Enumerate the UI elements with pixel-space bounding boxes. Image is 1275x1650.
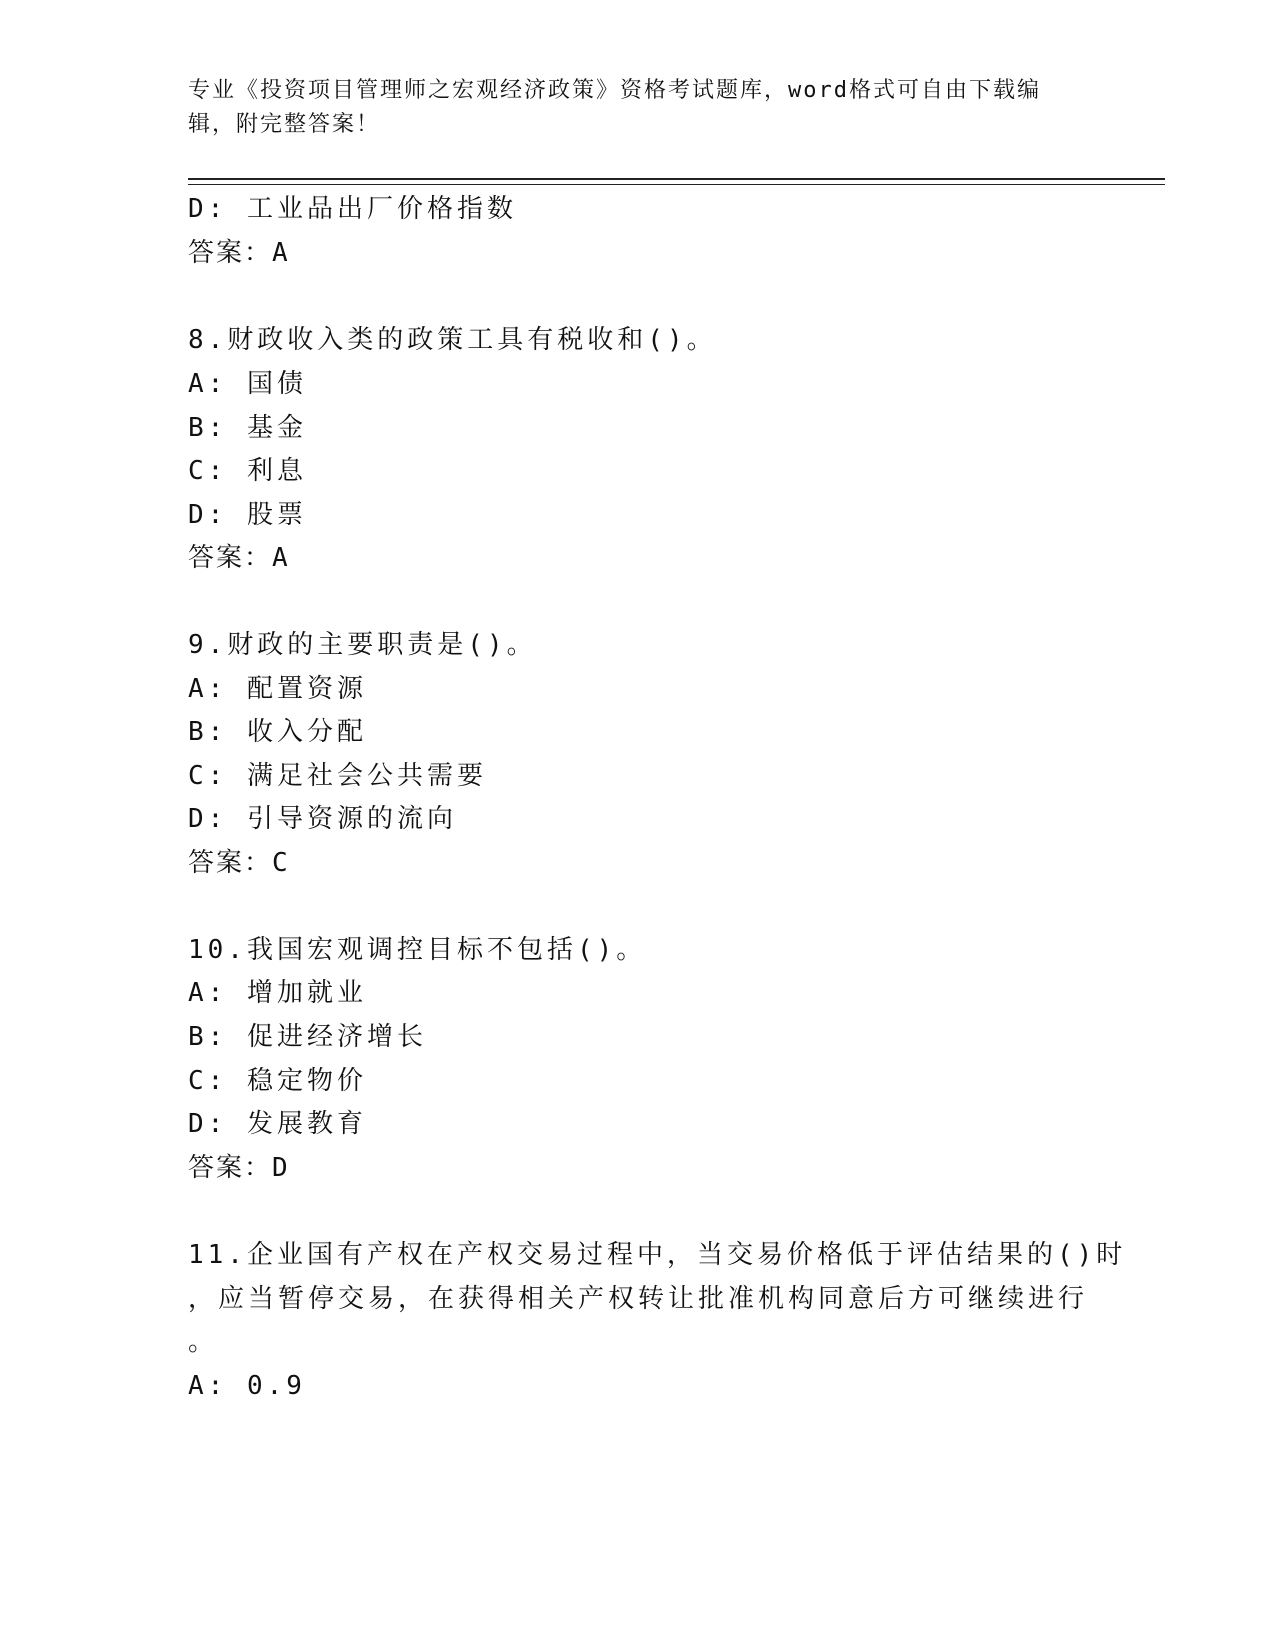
question-11-option-a: A: 0.9 (188, 1371, 306, 1401)
question-9-option-b: B: 收入分配 (188, 717, 367, 747)
question-8-stem: 8.财政收入类的政策工具有税收和()。 (188, 325, 717, 355)
question-9-stem: 9.财政的主要职责是()。 (188, 630, 537, 660)
header-line-2: 辑，附完整答案！ (188, 112, 381, 137)
question-9-option-d: D: 引导资源的流向 (188, 804, 457, 834)
question-10-answer: 答案：D (188, 1153, 290, 1183)
question-10-option-c: C: 稳定物价 (188, 1066, 367, 1096)
prev-question-answer: 答案：A (188, 238, 290, 268)
question-8-option-c: C: 利息 (188, 456, 307, 486)
question-10-option-d: D: 发展教育 (188, 1109, 367, 1139)
document-header (188, 74, 1068, 142)
question-8-answer: 答案：A (188, 543, 290, 573)
header-divider-thick (188, 178, 1165, 180)
question-10-option-a: A: 增加就业 (188, 978, 367, 1008)
header-divider-thin (188, 184, 1165, 185)
question-8-option-b: B: 基金 (188, 413, 307, 443)
question-8-option-a: A: 国债 (188, 369, 307, 399)
header-line-1: 专业《投资项目管理师之宏观经济政策》资格考试题库，word格式可自由下载编 (188, 78, 1041, 103)
question-11-stem-line-1: 11.企业国有产权在产权交易过程中，当交易价格低于评估结果的()时 (188, 1240, 1127, 1270)
question-11-stem-line-2: ，应当暂停交易，在获得相关产权转让批准机构同意后方可继续进行 (188, 1284, 1089, 1314)
question-9-option-a: A: 配置资源 (188, 674, 367, 704)
question-10-option-b: B: 促进经济增长 (188, 1022, 427, 1052)
question-11-stem-line-3: 。 (188, 1327, 219, 1357)
question-10-stem: 10.我国宏观调控目标不包括()。 (188, 935, 647, 965)
question-8-option-d: D: 股票 (188, 500, 307, 530)
question-9-option-c: C: 满足社会公共需要 (188, 761, 487, 791)
prev-question-option-d: D: 工业品出厂价格指数 (188, 194, 517, 224)
question-9-answer: 答案：C (188, 848, 290, 878)
